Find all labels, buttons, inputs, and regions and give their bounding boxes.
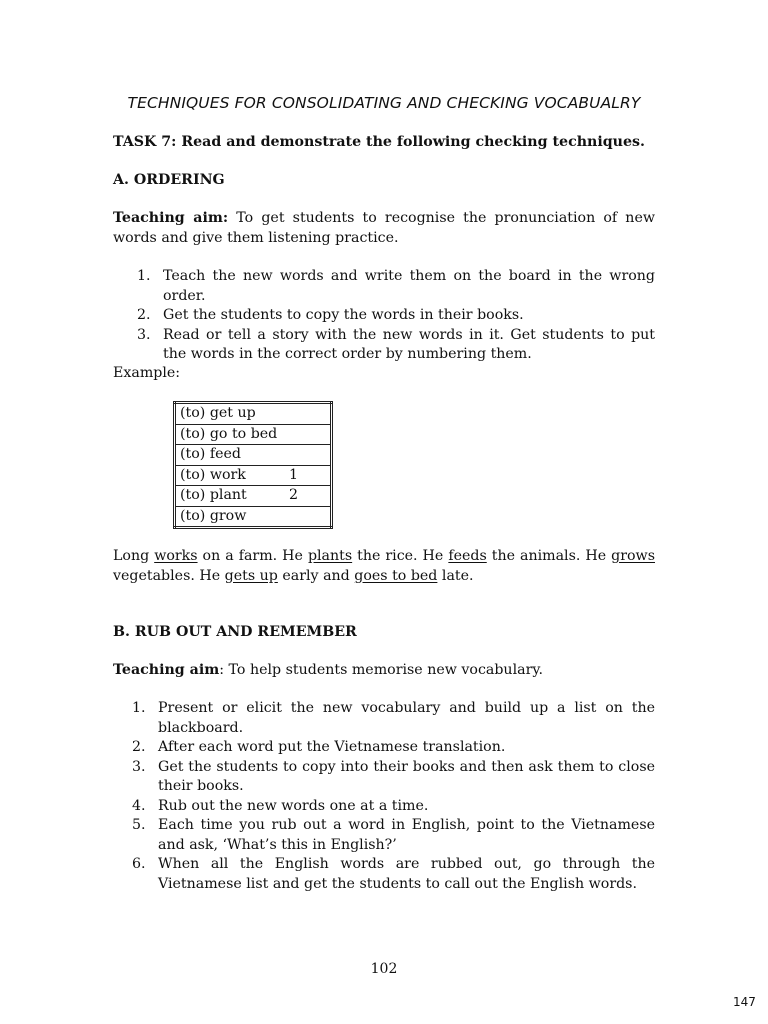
list-item: 2. Get the students to copy the words in their books. — [137, 307, 524, 323]
list-item: 1. Present or elicit the new vocabulary and build up a list on the blackboard. — [132, 700, 655, 736]
aim-label: Teaching aim: — [113, 210, 229, 226]
table-row: (to) get up — [175, 403, 332, 425]
section-b-steps — [132, 699, 655, 894]
list-item: 3. Get the students to copy into their books and then ask them to close their books. — [132, 758, 655, 794]
table-row: (to) feed — [175, 445, 332, 466]
table-row: (to) work 1 — [175, 465, 332, 486]
example-label: Example: — [113, 365, 181, 381]
story-paragraph: Long works on a farm. He plants the rice. He feeds the animals. He grows vegetables. He gets up early and goes to bed late. — [113, 548, 655, 584]
corner-page-number: 147 — [733, 995, 756, 1009]
section-a-heading: A. ORDERING — [113, 172, 225, 188]
list-item: 6. When all the English words are rubbed out, go through the Vietnamese list and get the students to call out the English words. — [132, 856, 655, 892]
section-a-aim — [113, 209, 655, 248]
page-number: 102 — [370, 961, 398, 977]
table-row: (to) grow — [175, 506, 332, 528]
list-item: 1. Teach the new words and write them on the board in the wrong order. — [137, 268, 655, 304]
section-b-aim — [113, 661, 655, 681]
aim-label: Teaching aim — [113, 662, 220, 678]
table-row: (to) go to bed — [175, 424, 332, 445]
aim-text: : To help students memorise new vocabulary. — [219, 662, 543, 678]
section-a-steps — [137, 267, 655, 365]
page-title: TECHNIQUES FOR CONSOLIDATING AND CHECKING VOCABUALRY — [127, 94, 641, 112]
table-row: (to) plant 2 — [175, 486, 332, 507]
task-heading: TASK 7: Read and demonstrate the following checking techniques. — [113, 134, 645, 150]
example-table — [173, 401, 333, 529]
list-item: 2. After each word put the Vietnamese translation. — [132, 739, 506, 755]
list-item: 3. Read or tell a story with the new words in it. Get students to put the words in the correct order by numbering them. — [137, 326, 655, 362]
list-item: 4. Rub out the new words one at a time. — [132, 797, 429, 814]
aim-text: To get students to recognise the pronunciation of new words and give them listening practice. — [113, 210, 655, 246]
list-item: 5. Each time you rub out a word in English, point to the Vietnamese and ask, ‘What’s this in English?’ — [132, 817, 655, 853]
section-b-heading: B. RUB OUT AND REMEMBER — [113, 624, 357, 640]
